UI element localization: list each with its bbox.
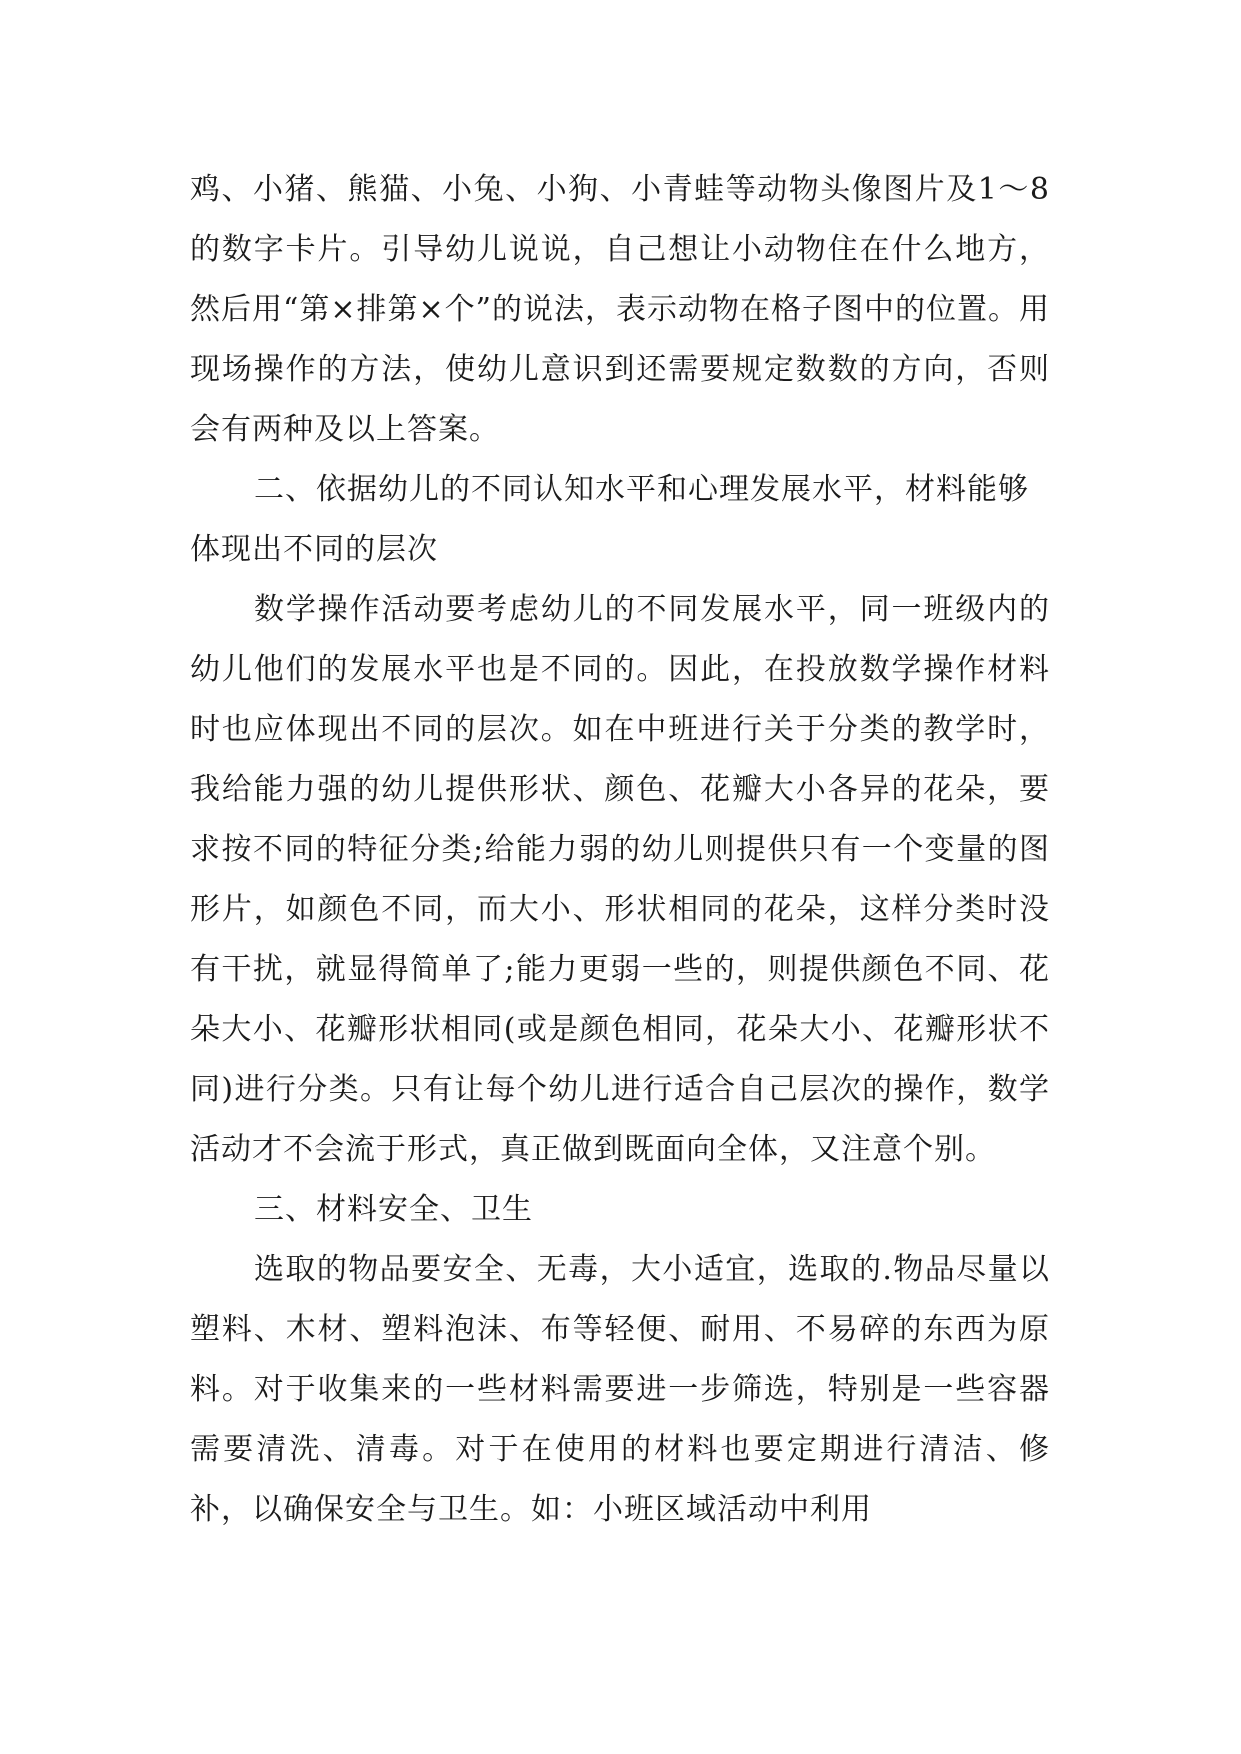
section-heading-levels: 二、依据幼儿的不同认知水平和心理发展水平，材料能够体现出不同的层次 (190, 472, 1029, 567)
document-body (190, 160, 1050, 1540)
section-heading-safety: 三、材料安全、卫生 (254, 1192, 533, 1227)
paragraph-safety: 选取的物品要安全、无毒，大小适宜，选取的.物品尽量以塑料、木材、塑料泡沫、布等轻便、耐用、不易碎的东西为原料。对于收集来的一些材料需要进一步筛选，特别是一些容器需要清洗、清毒。对于在使用的材料也要定期进行清洁、修补，以确保安全与卫生。如：小班区域活动中利用 (190, 1252, 1050, 1527)
paragraph-animal-cards: 鸡、小猪、熊猫、小兔、小狗、小青蛙等动物头像图片及1～8的数字卡片。引导幼儿说说，自己想让小动物住在什么地方，然后用“第×排第×个”的说法，表示动物在格子图中的位置。用现场操作的方法，使幼儿意识到还需要规定数数的方向，否则会有两种及以上答案。 (190, 172, 1050, 447)
paragraph-levels: 数学操作活动要考虑幼儿的不同发展水平，同一班级内的幼儿他们的发展水平也是不同的。因此，在投放数学操作材料时也应体现出不同的层次。如在中班进行关于分类的教学时，我给能力强的幼儿提供形状、颜色、花瓣大小各异的花朵，要求按不同的特征分类;给能力弱的幼儿则提供只有一个变量的图形片，如颜色不同，而大小、形状相同的花朵，这样分类时没有干扰，就显得简单了;能力更弱一些的，则提供颜色不同、花朵大小、花瓣形状相同(或是颜色相同，花朵大小、花瓣形状不同)进行分类。只有让每个幼儿进行适合自己层次的操作，数学活动才不会流于形式，真正做到既面向全体，又注意个别。 (190, 592, 1050, 1167)
